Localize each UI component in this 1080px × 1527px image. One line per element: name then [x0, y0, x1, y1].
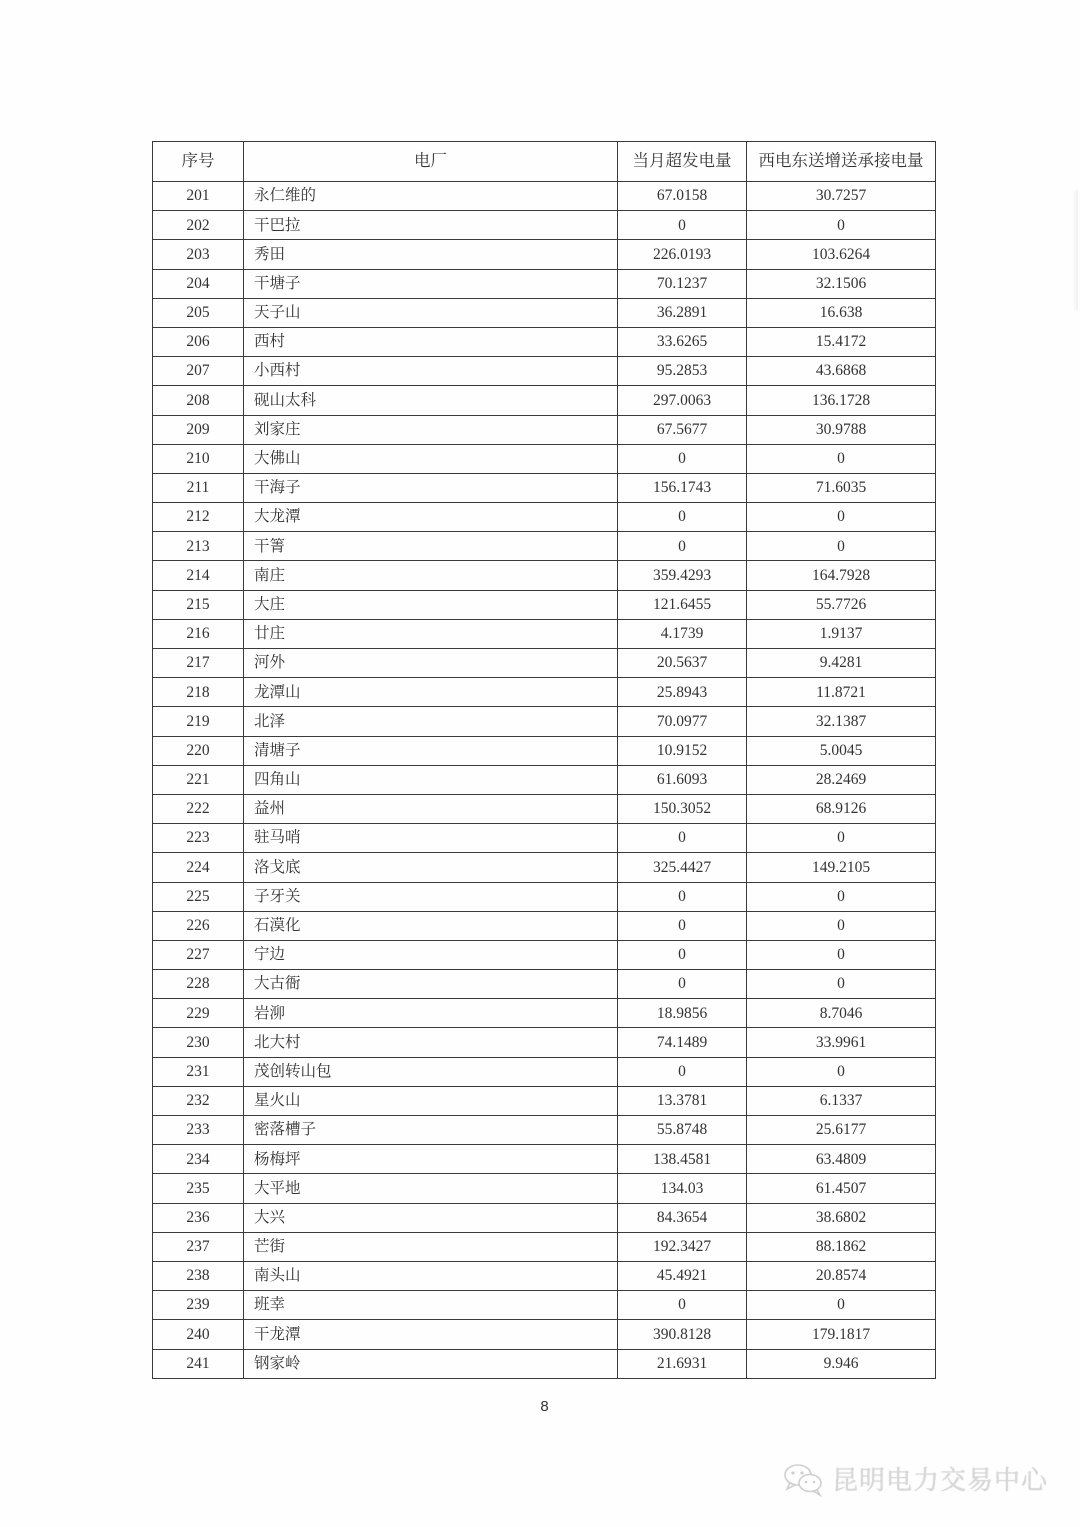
cell-index: 201	[153, 182, 244, 211]
scan-edge-shadow	[1072, 190, 1078, 310]
table-row	[153, 911, 936, 940]
table-row	[153, 649, 936, 678]
cell-monthly-excess: 0	[618, 940, 747, 969]
table-row	[153, 211, 936, 240]
cell-plant: 驻马哨	[244, 824, 618, 853]
cell-monthly-excess: 70.1237	[618, 269, 747, 298]
table-row	[153, 1349, 936, 1378]
cell-monthly-excess: 33.6265	[618, 327, 747, 356]
cell-index: 212	[153, 503, 244, 532]
cell-plant: 大平地	[244, 1174, 618, 1203]
cell-west-east-transfer: 16.638	[747, 298, 936, 327]
cell-plant: 大佛山	[244, 444, 618, 473]
cell-monthly-excess: 138.4581	[618, 1145, 747, 1174]
cell-index: 221	[153, 765, 244, 794]
table-row	[153, 298, 936, 327]
table-row	[153, 736, 936, 765]
cell-monthly-excess: 25.8943	[618, 678, 747, 707]
cell-monthly-excess: 0	[618, 824, 747, 853]
cell-monthly-excess: 67.5677	[618, 415, 747, 444]
cell-index: 203	[153, 240, 244, 269]
cell-plant: 大庄	[244, 590, 618, 619]
cell-west-east-transfer: 0	[747, 503, 936, 532]
cell-west-east-transfer: 0	[747, 970, 936, 999]
table-row	[153, 1145, 936, 1174]
cell-monthly-excess: 0	[618, 1291, 747, 1320]
header-plant: 电厂	[244, 142, 618, 182]
cell-west-east-transfer: 1.9137	[747, 619, 936, 648]
table-row	[153, 1232, 936, 1261]
cell-index: 205	[153, 298, 244, 327]
cell-plant: 南头山	[244, 1261, 618, 1290]
cell-plant: 河外	[244, 649, 618, 678]
table-row	[153, 240, 936, 269]
cell-west-east-transfer: 9.4281	[747, 649, 936, 678]
cell-west-east-transfer: 8.7046	[747, 999, 936, 1028]
table-row	[153, 1203, 936, 1232]
cell-plant: 刘家庄	[244, 415, 618, 444]
cell-index: 217	[153, 649, 244, 678]
cell-plant: 大龙潭	[244, 503, 618, 532]
cell-west-east-transfer: 63.4809	[747, 1145, 936, 1174]
table-row	[153, 561, 936, 590]
cell-index: 235	[153, 1174, 244, 1203]
table-row	[153, 590, 936, 619]
cell-index: 207	[153, 357, 244, 386]
cell-index: 224	[153, 853, 244, 882]
cell-index: 236	[153, 1203, 244, 1232]
wechat-icon	[782, 1461, 826, 1497]
cell-monthly-excess: 0	[618, 444, 747, 473]
cell-plant: 大兴	[244, 1203, 618, 1232]
cell-west-east-transfer: 71.6035	[747, 473, 936, 502]
cell-index: 226	[153, 911, 244, 940]
cell-monthly-excess: 55.8748	[618, 1116, 747, 1145]
cell-monthly-excess: 150.3052	[618, 794, 747, 823]
table-row	[153, 940, 936, 969]
header-monthly-excess: 当月超发电量	[618, 142, 747, 182]
cell-west-east-transfer: 136.1728	[747, 386, 936, 415]
cell-monthly-excess: 20.5637	[618, 649, 747, 678]
cell-monthly-excess: 36.2891	[618, 298, 747, 327]
cell-west-east-transfer: 61.4507	[747, 1174, 936, 1203]
cell-monthly-excess: 21.6931	[618, 1349, 747, 1378]
page-number: 8	[540, 1398, 549, 1415]
table-row	[153, 386, 936, 415]
header-west-east-transfer: 西电东送增送承接电量	[747, 142, 936, 182]
cell-plant: 干龙潭	[244, 1320, 618, 1349]
table-row	[153, 1261, 936, 1290]
cell-monthly-excess: 0	[618, 882, 747, 911]
cell-monthly-excess: 74.1489	[618, 1028, 747, 1057]
cell-plant: 洛戈底	[244, 853, 618, 882]
cell-monthly-excess: 70.0977	[618, 707, 747, 736]
table-row	[153, 1174, 936, 1203]
cell-index: 233	[153, 1116, 244, 1145]
watermark-text: 昆明电力交易中心	[832, 1466, 1049, 1496]
cell-monthly-excess: 67.0158	[618, 182, 747, 211]
cell-plant: 秀田	[244, 240, 618, 269]
cell-monthly-excess: 61.6093	[618, 765, 747, 794]
cell-plant: 茂创转山包	[244, 1057, 618, 1086]
cell-plant: 密落槽子	[244, 1116, 618, 1145]
cell-west-east-transfer: 28.2469	[747, 765, 936, 794]
cell-west-east-transfer: 0	[747, 1291, 936, 1320]
cell-west-east-transfer: 0	[747, 444, 936, 473]
table-row	[153, 794, 936, 823]
table-row	[153, 532, 936, 561]
cell-west-east-transfer: 33.9961	[747, 1028, 936, 1057]
cell-monthly-excess: 0	[618, 532, 747, 561]
power-plant-table	[152, 141, 936, 1379]
table-row	[153, 182, 936, 211]
table-row	[153, 999, 936, 1028]
cell-monthly-excess: 84.3654	[618, 1203, 747, 1232]
cell-plant: 宁边	[244, 940, 618, 969]
cell-index: 229	[153, 999, 244, 1028]
cell-monthly-excess: 95.2853	[618, 357, 747, 386]
table-row	[153, 357, 936, 386]
cell-index: 237	[153, 1232, 244, 1261]
cell-monthly-excess: 325.4427	[618, 853, 747, 882]
cell-monthly-excess: 0	[618, 1057, 747, 1086]
cell-index: 211	[153, 473, 244, 502]
cell-monthly-excess: 4.1739	[618, 619, 747, 648]
table-row	[153, 444, 936, 473]
cell-west-east-transfer: 32.1506	[747, 269, 936, 298]
cell-plant: 大古衙	[244, 970, 618, 999]
cell-index: 218	[153, 678, 244, 707]
cell-monthly-excess: 0	[618, 970, 747, 999]
cell-plant: 廿庄	[244, 619, 618, 648]
cell-index: 216	[153, 619, 244, 648]
cell-plant: 清塘子	[244, 736, 618, 765]
cell-plant: 西村	[244, 327, 618, 356]
cell-monthly-excess: 0	[618, 211, 747, 240]
cell-monthly-excess: 390.8128	[618, 1320, 747, 1349]
cell-index: 232	[153, 1086, 244, 1115]
cell-plant: 石漠化	[244, 911, 618, 940]
table-row	[153, 1116, 936, 1145]
cell-west-east-transfer: 164.7928	[747, 561, 936, 590]
cell-monthly-excess: 121.6455	[618, 590, 747, 619]
cell-plant: 杨梅坪	[244, 1145, 618, 1174]
cell-west-east-transfer: 55.7726	[747, 590, 936, 619]
cell-west-east-transfer: 0	[747, 824, 936, 853]
cell-plant: 龙潭山	[244, 678, 618, 707]
header-index: 序号	[153, 142, 244, 182]
table-row	[153, 1291, 936, 1320]
table-row	[153, 503, 936, 532]
table-row	[153, 1057, 936, 1086]
cell-index: 227	[153, 940, 244, 969]
cell-west-east-transfer: 6.1337	[747, 1086, 936, 1115]
cell-index: 209	[153, 415, 244, 444]
cell-west-east-transfer: 88.1862	[747, 1232, 936, 1261]
cell-monthly-excess: 0	[618, 503, 747, 532]
table-row	[153, 1086, 936, 1115]
cell-monthly-excess: 297.0063	[618, 386, 747, 415]
cell-index: 225	[153, 882, 244, 911]
cell-west-east-transfer: 0	[747, 211, 936, 240]
cell-west-east-transfer: 9.946	[747, 1349, 936, 1378]
cell-index: 206	[153, 327, 244, 356]
cell-index: 222	[153, 794, 244, 823]
cell-plant: 钢家岭	[244, 1349, 618, 1378]
cell-plant: 小西村	[244, 357, 618, 386]
cell-monthly-excess: 359.4293	[618, 561, 747, 590]
cell-monthly-excess: 192.3427	[618, 1232, 747, 1261]
cell-index: 210	[153, 444, 244, 473]
cell-west-east-transfer: 0	[747, 882, 936, 911]
cell-index: 208	[153, 386, 244, 415]
cell-plant: 子牙关	[244, 882, 618, 911]
cell-west-east-transfer: 0	[747, 532, 936, 561]
cell-plant: 南庄	[244, 561, 618, 590]
cell-plant: 干塘子	[244, 269, 618, 298]
table-row	[153, 678, 936, 707]
table-row	[153, 765, 936, 794]
table-row	[153, 269, 936, 298]
cell-index: 202	[153, 211, 244, 240]
cell-monthly-excess: 18.9856	[618, 999, 747, 1028]
table-row	[153, 882, 936, 911]
cell-plant: 星火山	[244, 1086, 618, 1115]
cell-west-east-transfer: 25.6177	[747, 1116, 936, 1145]
cell-index: 219	[153, 707, 244, 736]
cell-west-east-transfer: 149.2105	[747, 853, 936, 882]
cell-index: 215	[153, 590, 244, 619]
cell-west-east-transfer: 30.7257	[747, 182, 936, 211]
cell-plant: 岩泖	[244, 999, 618, 1028]
table-header-row	[153, 142, 936, 182]
cell-index: 241	[153, 1349, 244, 1378]
table-row	[153, 619, 936, 648]
cell-index: 204	[153, 269, 244, 298]
cell-west-east-transfer: 179.1817	[747, 1320, 936, 1349]
table-row	[153, 473, 936, 502]
cell-index: 213	[153, 532, 244, 561]
cell-index: 228	[153, 970, 244, 999]
table-row	[153, 707, 936, 736]
cell-monthly-excess: 0	[618, 911, 747, 940]
cell-plant: 北泽	[244, 707, 618, 736]
cell-plant: 班幸	[244, 1291, 618, 1320]
cell-west-east-transfer: 0	[747, 940, 936, 969]
cell-index: 220	[153, 736, 244, 765]
cell-west-east-transfer: 15.4172	[747, 327, 936, 356]
table-row	[153, 853, 936, 882]
cell-index: 214	[153, 561, 244, 590]
cell-west-east-transfer: 68.9126	[747, 794, 936, 823]
cell-plant: 干海子	[244, 473, 618, 502]
cell-west-east-transfer: 43.6868	[747, 357, 936, 386]
cell-plant: 芒街	[244, 1232, 618, 1261]
cell-monthly-excess: 10.9152	[618, 736, 747, 765]
cell-west-east-transfer: 32.1387	[747, 707, 936, 736]
cell-west-east-transfer: 0	[747, 1057, 936, 1086]
cell-west-east-transfer: 5.0045	[747, 736, 936, 765]
cell-monthly-excess: 45.4921	[618, 1261, 747, 1290]
cell-monthly-excess: 134.03	[618, 1174, 747, 1203]
table-row	[153, 327, 936, 356]
cell-west-east-transfer: 0	[747, 911, 936, 940]
cell-index: 231	[153, 1057, 244, 1086]
cell-plant: 天子山	[244, 298, 618, 327]
cell-plant: 北大村	[244, 1028, 618, 1057]
cell-plant: 四角山	[244, 765, 618, 794]
cell-plant: 永仁维的	[244, 182, 618, 211]
table-row	[153, 415, 936, 444]
cell-index: 223	[153, 824, 244, 853]
cell-index: 238	[153, 1261, 244, 1290]
table-row	[153, 824, 936, 853]
table-row	[153, 1320, 936, 1349]
cell-index: 240	[153, 1320, 244, 1349]
cell-west-east-transfer: 20.8574	[747, 1261, 936, 1290]
cell-index: 234	[153, 1145, 244, 1174]
watermark	[782, 1460, 1048, 1497]
cell-plant: 干箐	[244, 532, 618, 561]
cell-plant: 益州	[244, 794, 618, 823]
cell-plant: 砚山太科	[244, 386, 618, 415]
table-body	[153, 182, 936, 1379]
table-row	[153, 1028, 936, 1057]
cell-index: 230	[153, 1028, 244, 1057]
cell-plant: 干巴拉	[244, 211, 618, 240]
cell-west-east-transfer: 103.6264	[747, 240, 936, 269]
cell-monthly-excess: 13.3781	[618, 1086, 747, 1115]
cell-west-east-transfer: 11.8721	[747, 678, 936, 707]
cell-west-east-transfer: 38.6802	[747, 1203, 936, 1232]
cell-monthly-excess: 226.0193	[618, 240, 747, 269]
cell-index: 239	[153, 1291, 244, 1320]
cell-monthly-excess: 156.1743	[618, 473, 747, 502]
cell-west-east-transfer: 30.9788	[747, 415, 936, 444]
table-row	[153, 970, 936, 999]
